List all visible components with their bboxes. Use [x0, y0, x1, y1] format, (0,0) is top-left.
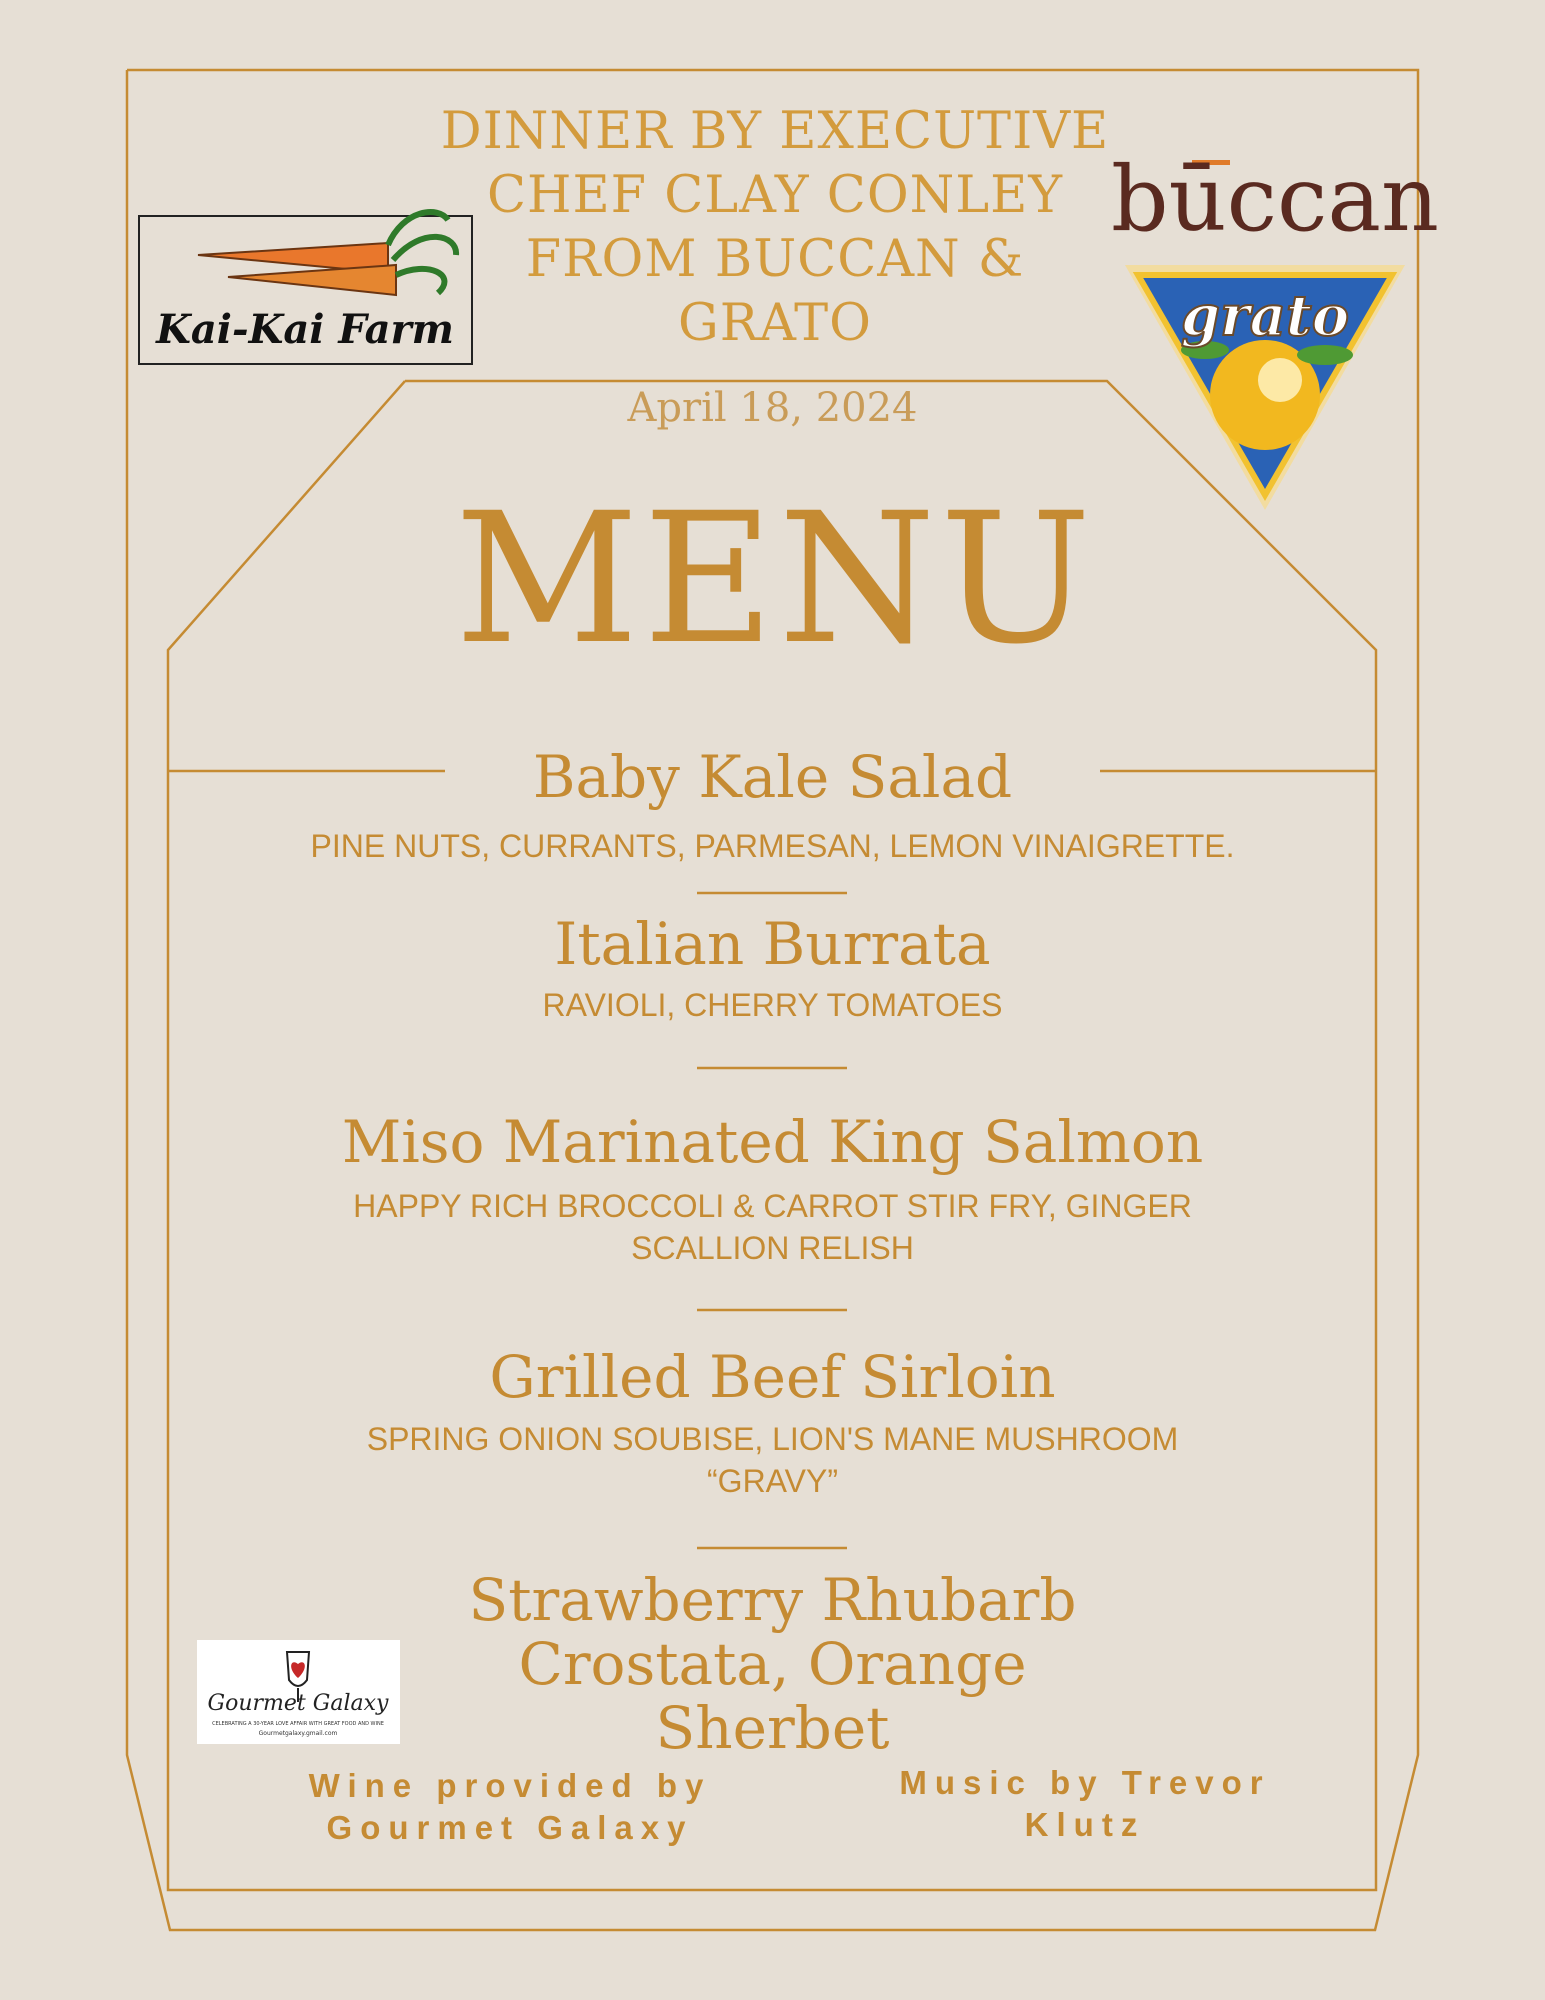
kai-kai-farm-logo [138, 215, 473, 365]
course-description: RAVIOLI, CHERRY TOMATOES [542, 987, 1003, 1023]
svg-text:Gourmet Galaxy: Gourmet Galaxy [207, 1691, 389, 1716]
header-title: DINNER BY EXECUTIVE CHEF CLAY CONLEY FROM BUCCAN & GRATO [440, 102, 1110, 353]
gourmet-galaxy-logo [197, 1640, 400, 1744]
course-name: Baby Kale Salad [532, 743, 1013, 811]
carrot-icon [198, 212, 456, 295]
svg-text:CELEBRATING A 30-YEAR LOVE AFF: CELEBRATING A 30-YEAR LOVE AFFAIR WITH GREAT FOOD AND WINE [212, 1721, 384, 1727]
course-description: PINE NUTS, CURRANTS, PARMESAN, LEMON VINAIGRETTE. [310, 828, 1235, 864]
svg-text:būccan: būccan [1110, 147, 1440, 252]
menu-title: MENU [454, 475, 1096, 684]
course-name: Strawberry Rhubarb Crostata, Orange Sherbet [468, 1566, 1077, 1762]
course-description: SPRING ONION SOUBISE, LION'S MANE MUSHROOM “GRAVY” [366, 1421, 1179, 1499]
heart-icon [291, 1662, 305, 1678]
course-name: Italian Burrata [554, 910, 991, 978]
course-name: Miso Marinated King Salmon [341, 1108, 1204, 1176]
event-date: April 18, 2024 [627, 385, 918, 431]
course-name: Grilled Beef Sirloin [489, 1343, 1056, 1411]
svg-text:Gourmetgalaxy.gmail.com: Gourmetgalaxy.gmail.com [258, 1730, 338, 1737]
grato-logo [1120, 255, 1410, 520]
svg-text:grato: grato [1180, 283, 1350, 349]
buccan-logo [1110, 80, 1440, 252]
svg-text:Kai-Kai Farm: Kai-Kai Farm [156, 306, 454, 353]
wine-credit: Wine provided by Gourmet Galaxy [308, 1767, 712, 1846]
course-description: HAPPY RICH BROCCOLI & CARROT STIR FRY, GINGER SCALLION RELISH [353, 1188, 1192, 1266]
music-credit: Music by Trevor Klutz [899, 1764, 1271, 1843]
